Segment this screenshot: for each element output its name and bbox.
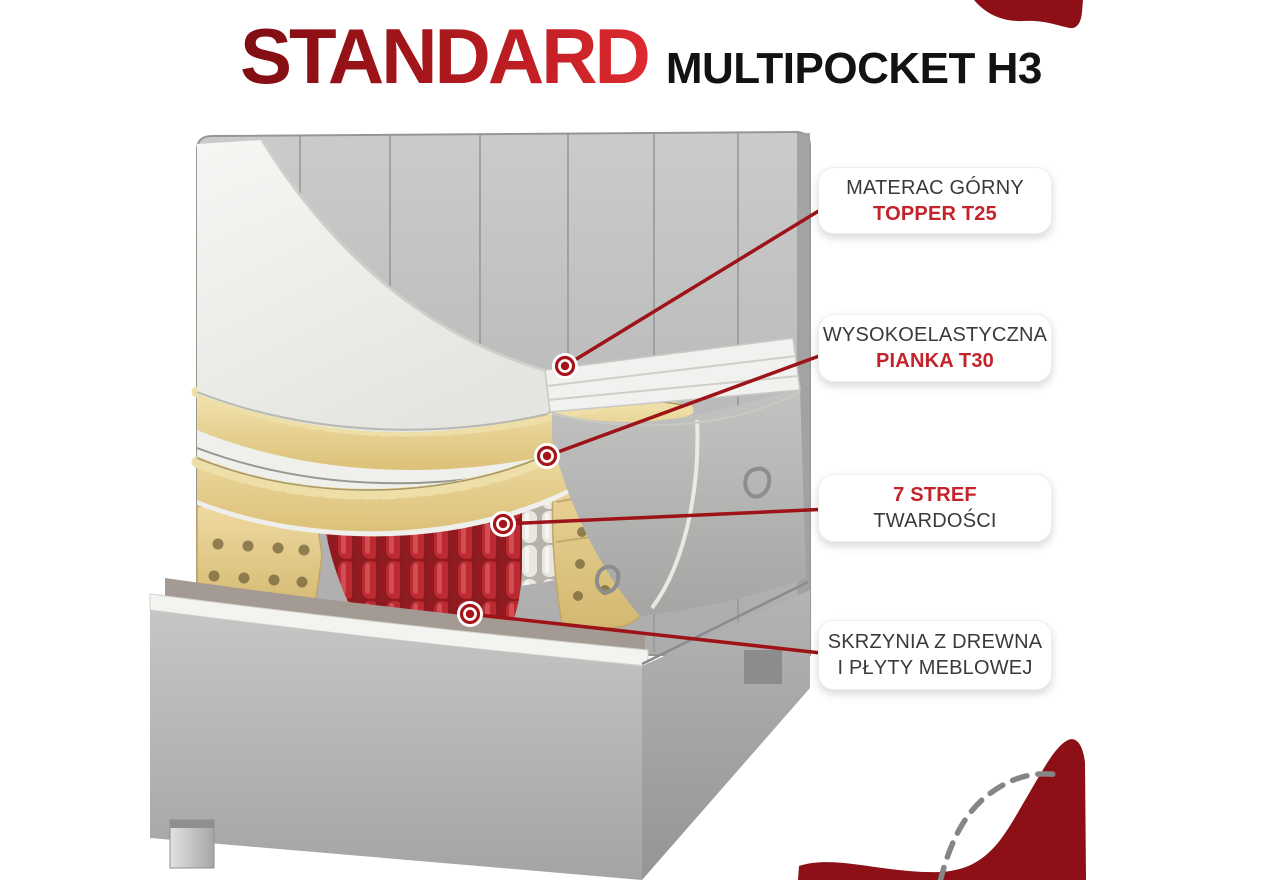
- callout-text: MATERAC GÓRNY: [846, 176, 1024, 199]
- callout-label-topper: [818, 167, 1052, 234]
- callout-marker-topper: [552, 353, 578, 379]
- callout-label-box: [818, 620, 1052, 690]
- callout-text-accent: PIANKA T30: [876, 350, 994, 372]
- callout-text: TWARDOŚCI: [873, 510, 997, 532]
- bottom-right-blob: [798, 739, 1086, 880]
- right-leg: [744, 650, 782, 684]
- callout-label-zones: [818, 474, 1052, 542]
- brand-title: STANDARD: [240, 12, 648, 100]
- callout-label-foam: [818, 314, 1052, 382]
- callout-marker-foam: [534, 443, 560, 469]
- callout-text: WYSOKOELASTYCZNA: [822, 324, 1048, 346]
- front-leg: [170, 820, 214, 868]
- callout-text: SKRZYNIA Z DREWNA: [827, 631, 1043, 653]
- callout-marker-box: [457, 601, 483, 627]
- page-title: [240, 12, 1042, 100]
- callout-marker-springs: [490, 511, 516, 537]
- callout-text-accent: TOPPER T25: [873, 202, 997, 225]
- product-title: MULTIPOCKET H3: [665, 44, 1042, 93]
- callout-text-accent: 7 STREF: [893, 484, 977, 506]
- callout-text: I PŁYTY MEBLOWEJ: [837, 657, 1033, 679]
